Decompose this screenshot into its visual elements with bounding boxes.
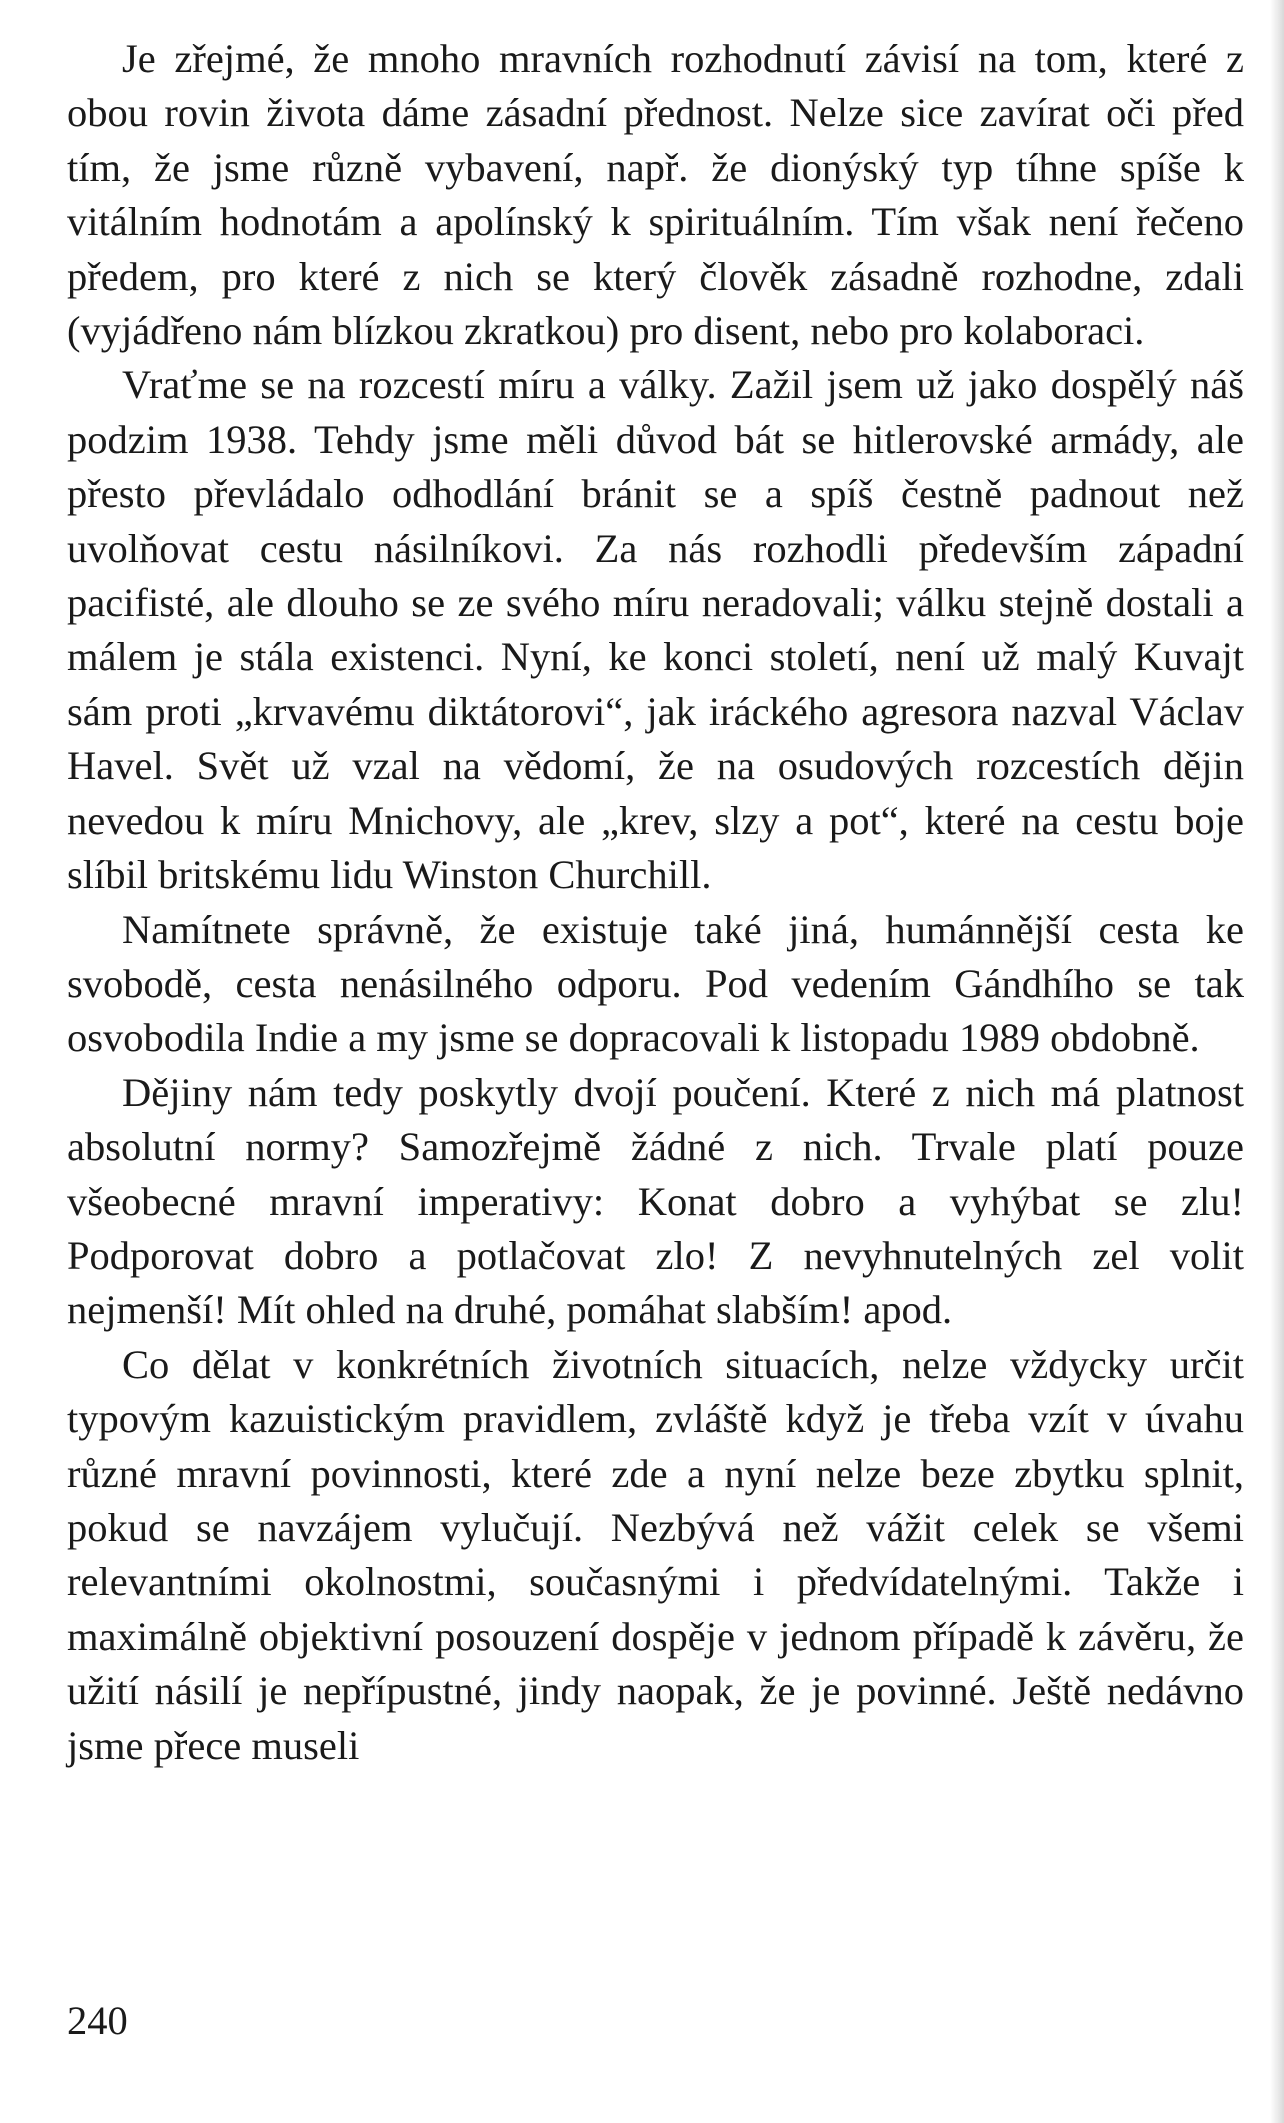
body-text xyxy=(67,32,1244,1773)
paragraph-2: Vraťme se na rozcestí míru a války. Zažil jsem už jako dospělý náš podzim 1938. Tehdy jsme měli důvod bát se hitlerovské armády, ale přesto převládalo odhodlání bránit se a spíš čestně padnout než uvolňovat cestu násilníkovi. Za nás rozhodli především západní pacifisté, ale dlouho se ze svého míru neradovali; válku stejně dostali a málem je stála existenci. Nyní, ke konci století, není už malý Kuvajt sám proti „krvavému diktátorovi“, jak iráckého agresora nazval Václav Havel. Svět už vzal na vědomí, že na osudových rozcestích dějin nevedou k míru Mnichovy, ale „krev, slzy a pot“, které na cestu boje slíbil britskému lidu Winston Churchill. xyxy=(67,362,1244,898)
paragraph-5: Co dělat v konkrétních životních situacích, nelze vždycky určit typovým kazuistickým pravidlem, zvláště když je třeba vzít v úvahu různé mravní povinnosti, které zde a nyní nelze beze zbytku splnit, pokud se navzájem vylučují. Nezbývá než vážit celek se všemi relevantními okolnostmi, současnými i předvídatelnými. Takže i maximálně objektivní posouzení dospěje v jednom případě k závěru, že užití násilí je nepřípustné, jindy naopak, že je povinné. Ještě nedávno jsme přece museli xyxy=(67,1341,1244,1768)
paragraph-3: Namítnete správně, že existuje také jiná, humánnější cesta ke svobodě, cesta nenásilného odporu. Pod vedením Gándhího se tak osvobodila Indie a my jsme se dopracovali k listopadu 1989 obdobně. xyxy=(67,906,1244,1061)
paragraph-1: Je zřejmé, že mnoho mravních rozhodnutí závisí na tom, které z obou rovin života dáme zásadní přednost. Nelze sice zavírat oči před tím, že jsme různě vybavení, např. že dionýský typ tíhne spíše k vitálním hodnotám a apolínský k spirituálním. Tím však není řečeno předem, pro které z nich se který člověk zásadně rozhodne, zdali (vyjádřeno nám blízkou zkratkou) pro disent, nebo pro kolaboraci. xyxy=(67,36,1244,354)
page-number: 240 xyxy=(67,1998,128,2043)
page-gutter-shadow xyxy=(1270,0,1284,2123)
paragraph-4: Dějiny nám tedy poskytly dvojí poučení. Které z nich má platnost absolutní normy? Samozřejmě žádné z nich. Trvale platí pouze všeobecné mravní imperativy: Konat dobro a vyhýbat se zlu! Podporovat dobro a potlačovat zlo! Z nevyhnutelných zel volit nejmenší! Mít ohled na druhé, pomáhat slabším! apod. xyxy=(67,1069,1244,1333)
